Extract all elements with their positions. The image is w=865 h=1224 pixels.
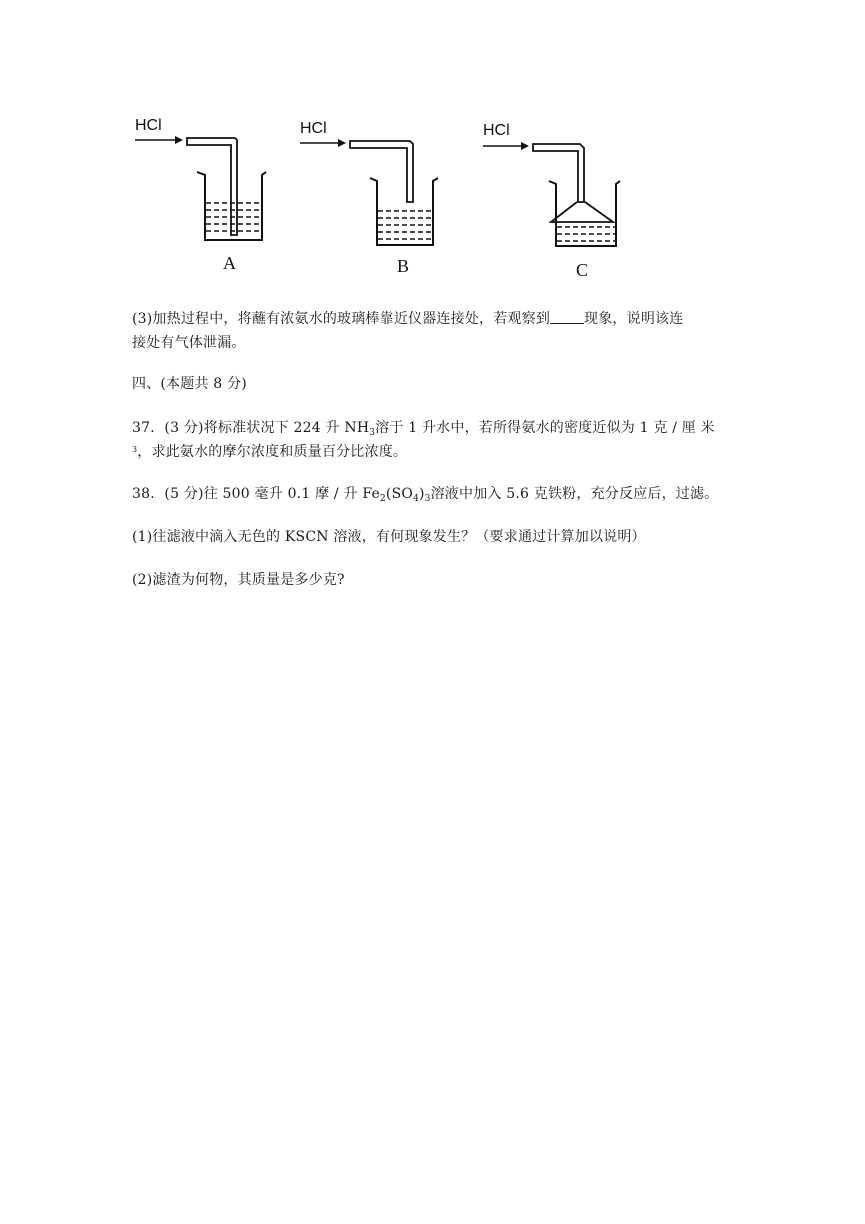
q38-text-3: ) (419, 486, 425, 502)
q37-text-2: 溶于 1 升水中，若所得氨水的密度近似为 1 克 / 厘 米 (375, 420, 715, 436)
q38-subquestion-2: (2)滤渣为何物，其质量是多少克? (132, 572, 345, 588)
hcl-label-a: HCl (135, 117, 162, 134)
q38-sub3: 3 (424, 494, 431, 504)
q37-text-3: ，求此氨水的摩尔浓度和质量百分比浓度。 (137, 444, 408, 460)
q37-sub: 3 (369, 428, 376, 438)
q3-text-pre: (3)加热过程中，将蘸有浓氨水的玻璃棒靠近仪器连接处，若观察到 (132, 311, 551, 327)
q37-text-1: 37．(3 分)将标准状况下 224 升 NH (132, 420, 370, 436)
delivery-tube (187, 138, 237, 235)
hcl-absorption-figure (125, 105, 645, 285)
caption-a: A (223, 253, 236, 273)
q38-sub1: 2 (379, 494, 386, 504)
hcl-label-b: HCl (300, 120, 327, 137)
answer-blank[interactable] (550, 309, 584, 324)
apparatus-b (300, 120, 438, 276)
q3-text-post: 现象，说明该连 (584, 311, 684, 327)
liquid (378, 211, 432, 239)
q38-subquestion-1: (1)往滤液中滴入无色的 KSCN 溶液，有何现象发生？（要求通过计算加以说明） (132, 529, 646, 545)
apparatus-a (135, 117, 266, 273)
q38-line1 (132, 484, 718, 504)
section-heading: 四、(本题共 8 分) (132, 376, 247, 392)
q37-sup: 3 (132, 445, 138, 454)
q38-text-4: 溶液中加入 5.6 克铁粉，充分反应后，过滤。 (430, 486, 719, 502)
q38-sub2: 4 (413, 494, 419, 504)
liquid (206, 203, 261, 231)
q37-line2 (132, 440, 407, 462)
apparatus-diagram (125, 105, 645, 285)
apparatus-c (483, 122, 620, 280)
q37-line1 (132, 418, 715, 438)
arrow-icon (135, 136, 183, 144)
arrow-icon (300, 139, 346, 147)
liquid (557, 227, 615, 241)
q3-line1 (132, 309, 683, 329)
arrow-icon (483, 142, 529, 150)
q38-text-2: (SO (385, 486, 414, 502)
delivery-tube (350, 141, 413, 202)
delivery-tube (533, 144, 584, 202)
caption-c: C (576, 260, 589, 280)
q38-text-1: 38．(5 分)往 500 毫升 0.1 摩 / 升 Fe (132, 486, 380, 502)
q3-line2: 接处有气体泄漏。 (132, 335, 246, 351)
hcl-label-c: HCl (483, 122, 510, 139)
caption-b: B (397, 256, 410, 276)
inverted-funnel (551, 202, 613, 222)
